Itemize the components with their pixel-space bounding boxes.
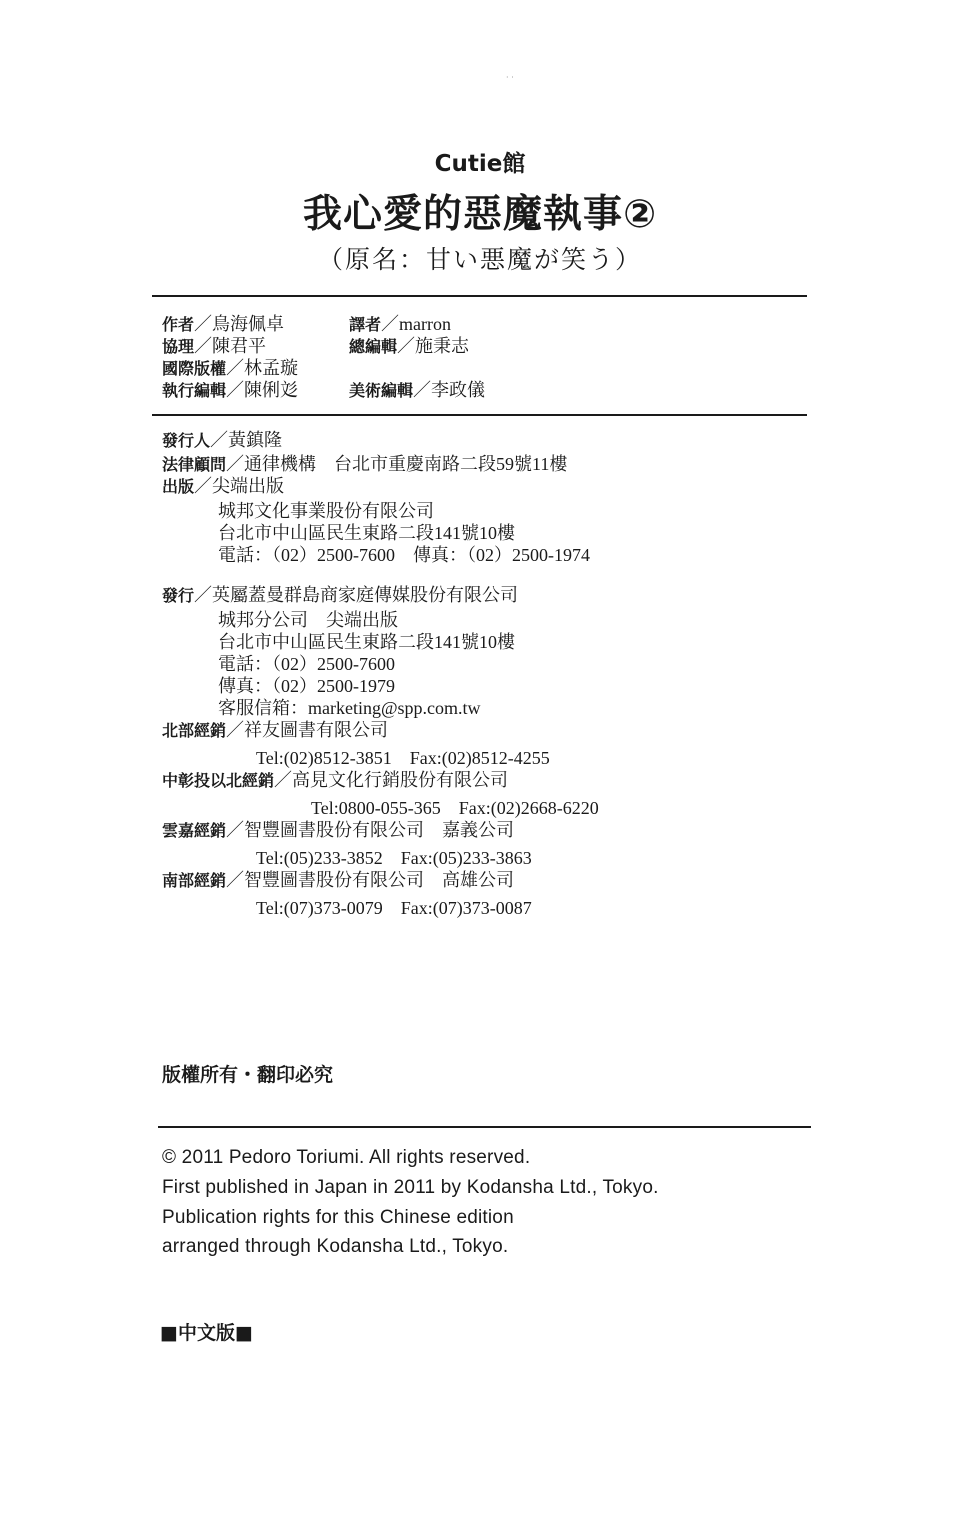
credit-exec-editor-label: 執行編輯 — [162, 381, 227, 400]
pub-issuer-value: 黃鎮隆 — [228, 430, 283, 450]
credit-chief-editor-value: 施秉志 — [415, 336, 470, 356]
credit-intl-rights — [162, 357, 298, 380]
pub-distribute-line: 台北市中山區民生東路二段141號10樓 — [218, 632, 515, 652]
divider-top — [152, 295, 807, 297]
credit-author-value: 鳥海佩卓 — [212, 314, 285, 334]
pub-distribute-value: 英屬蓋曼群島商家庭傳媒股份有限公司 — [212, 585, 519, 605]
english-line: arranged through Kodansha Ltd., Tokyo. — [162, 1236, 509, 1257]
top-mark: · · — [506, 73, 514, 82]
credit-exec-editor-value: 陳俐彣 — [244, 380, 299, 400]
credit-sep: ／ — [194, 314, 213, 334]
credit-chief-editor-label: 總編輯 — [349, 337, 398, 356]
credit-author-label: 作者 — [162, 315, 195, 334]
credit-author — [162, 313, 284, 336]
series-name: Cutie館 — [434, 151, 526, 177]
edition-label: ■中文版■ — [160, 1322, 253, 1344]
pub-distribute — [162, 584, 518, 607]
pub-south — [162, 869, 514, 892]
credit-sep: ／ — [194, 336, 213, 356]
credit-art-editor-value: 李政儀 — [431, 380, 486, 400]
pub-publish-value: 尖端出版 — [212, 476, 285, 496]
pub-distribute-line: 傳真：（02）2500-1979 — [218, 676, 395, 696]
pub-sep: ／ — [274, 770, 293, 790]
pub-south-tel: Tel:(07)373-0079 Fax:(07)373-0087 — [256, 898, 532, 918]
credit-art-editor-label: 美術編輯 — [349, 381, 414, 400]
pub-legal-label: 法律顧問 — [162, 455, 227, 474]
pub-north-value: 祥友圖書有限公司 — [244, 720, 389, 740]
rights-notice: 版權所有・翻印必究 — [162, 1064, 334, 1086]
credit-intl-rights-value: 林孟璇 — [244, 358, 299, 378]
credit-assist-label: 協理 — [162, 337, 195, 356]
pub-central-tel: Tel:0800-055-365 Fax:(02)2668-6220 — [311, 798, 599, 818]
pub-publish-label: 出版 — [162, 477, 195, 496]
credit-sep: ／ — [226, 380, 245, 400]
pub-south-value: 智豐圖書股份有限公司 高雄公司 — [244, 870, 515, 890]
pub-publish-line: 電話：（02）2500-7600 傳真：（02）2500-1974 — [218, 545, 590, 565]
credit-chief-editor — [349, 335, 469, 358]
english-line: © 2011 Pedoro Toriumi. All rights reserved. — [162, 1147, 531, 1168]
pub-issuer — [162, 429, 282, 452]
pub-sep: ／ — [226, 454, 245, 474]
pub-legal — [162, 453, 567, 476]
credit-sep: ／ — [226, 358, 245, 378]
english-line: Publication rights for this Chinese edition — [162, 1207, 514, 1228]
pub-publish-line: 城邦文化事業股份有限公司 — [218, 501, 434, 521]
pub-sep: ／ — [194, 585, 213, 605]
divider-english — [158, 1126, 811, 1128]
pub-legal-value: 通律機構 台北市重慶南路二段59號11樓 — [244, 454, 568, 474]
pub-distribute-label: 發行 — [162, 586, 195, 605]
pub-yunchia-label: 雲嘉經銷 — [162, 821, 227, 840]
original-title: （原名：甘い悪魔が笑う） — [317, 245, 642, 274]
divider-credits — [152, 414, 807, 416]
english-line: First published in Japan in 2011 by Kodansha Ltd., Tokyo. — [162, 1177, 659, 1198]
credit-translator — [349, 313, 451, 336]
pub-south-label: 南部經銷 — [162, 871, 227, 890]
credit-translator-label: 譯者 — [349, 315, 382, 334]
credit-sep: ／ — [381, 314, 400, 334]
credit-intl-rights-label: 國際版權 — [162, 359, 227, 378]
credit-sep: ／ — [397, 336, 416, 356]
pub-yunchia-value: 智豐圖書股份有限公司 嘉義公司 — [244, 820, 515, 840]
pub-central-value: 高見文化行銷股份有限公司 — [292, 770, 509, 790]
credit-sep: ／ — [413, 380, 432, 400]
credit-translator-value: marron — [399, 314, 451, 334]
pub-central-label: 中彰投以北經銷 — [162, 771, 275, 790]
credit-assist — [162, 335, 266, 358]
pub-north-tel: Tel:(02)8512-3851 Fax:(02)8512-4255 — [256, 748, 550, 768]
pub-publish — [162, 475, 284, 498]
pub-sep: ／ — [226, 870, 245, 890]
pub-yunchia — [162, 819, 514, 842]
pub-distribute-line: 客服信箱：marketing@spp.com.tw — [218, 698, 481, 718]
pub-sep: ／ — [194, 476, 213, 496]
pub-north — [162, 719, 388, 742]
pub-distribute-line: 城邦分公司 尖端出版 — [218, 610, 398, 630]
pub-north-label: 北部經銷 — [162, 721, 227, 740]
pub-sep: ／ — [226, 720, 245, 740]
pub-issuer-label: 發行人 — [162, 431, 211, 450]
pub-central — [162, 769, 508, 792]
pub-distribute-line: 電話：（02）2500-7600 — [218, 654, 395, 674]
pub-publish-line: 台北市中山區民生東路二段141號10樓 — [218, 523, 515, 543]
credit-assist-value: 陳君平 — [212, 336, 267, 356]
pub-yunchia-tel: Tel:(05)233-3852 Fax:(05)233-3863 — [256, 848, 532, 868]
pub-sep: ／ — [210, 430, 229, 450]
credit-exec-editor — [162, 379, 298, 402]
credit-art-editor — [349, 379, 485, 402]
pub-sep: ／ — [226, 820, 245, 840]
book-title: 我心愛的惡魔執事② — [302, 192, 658, 237]
